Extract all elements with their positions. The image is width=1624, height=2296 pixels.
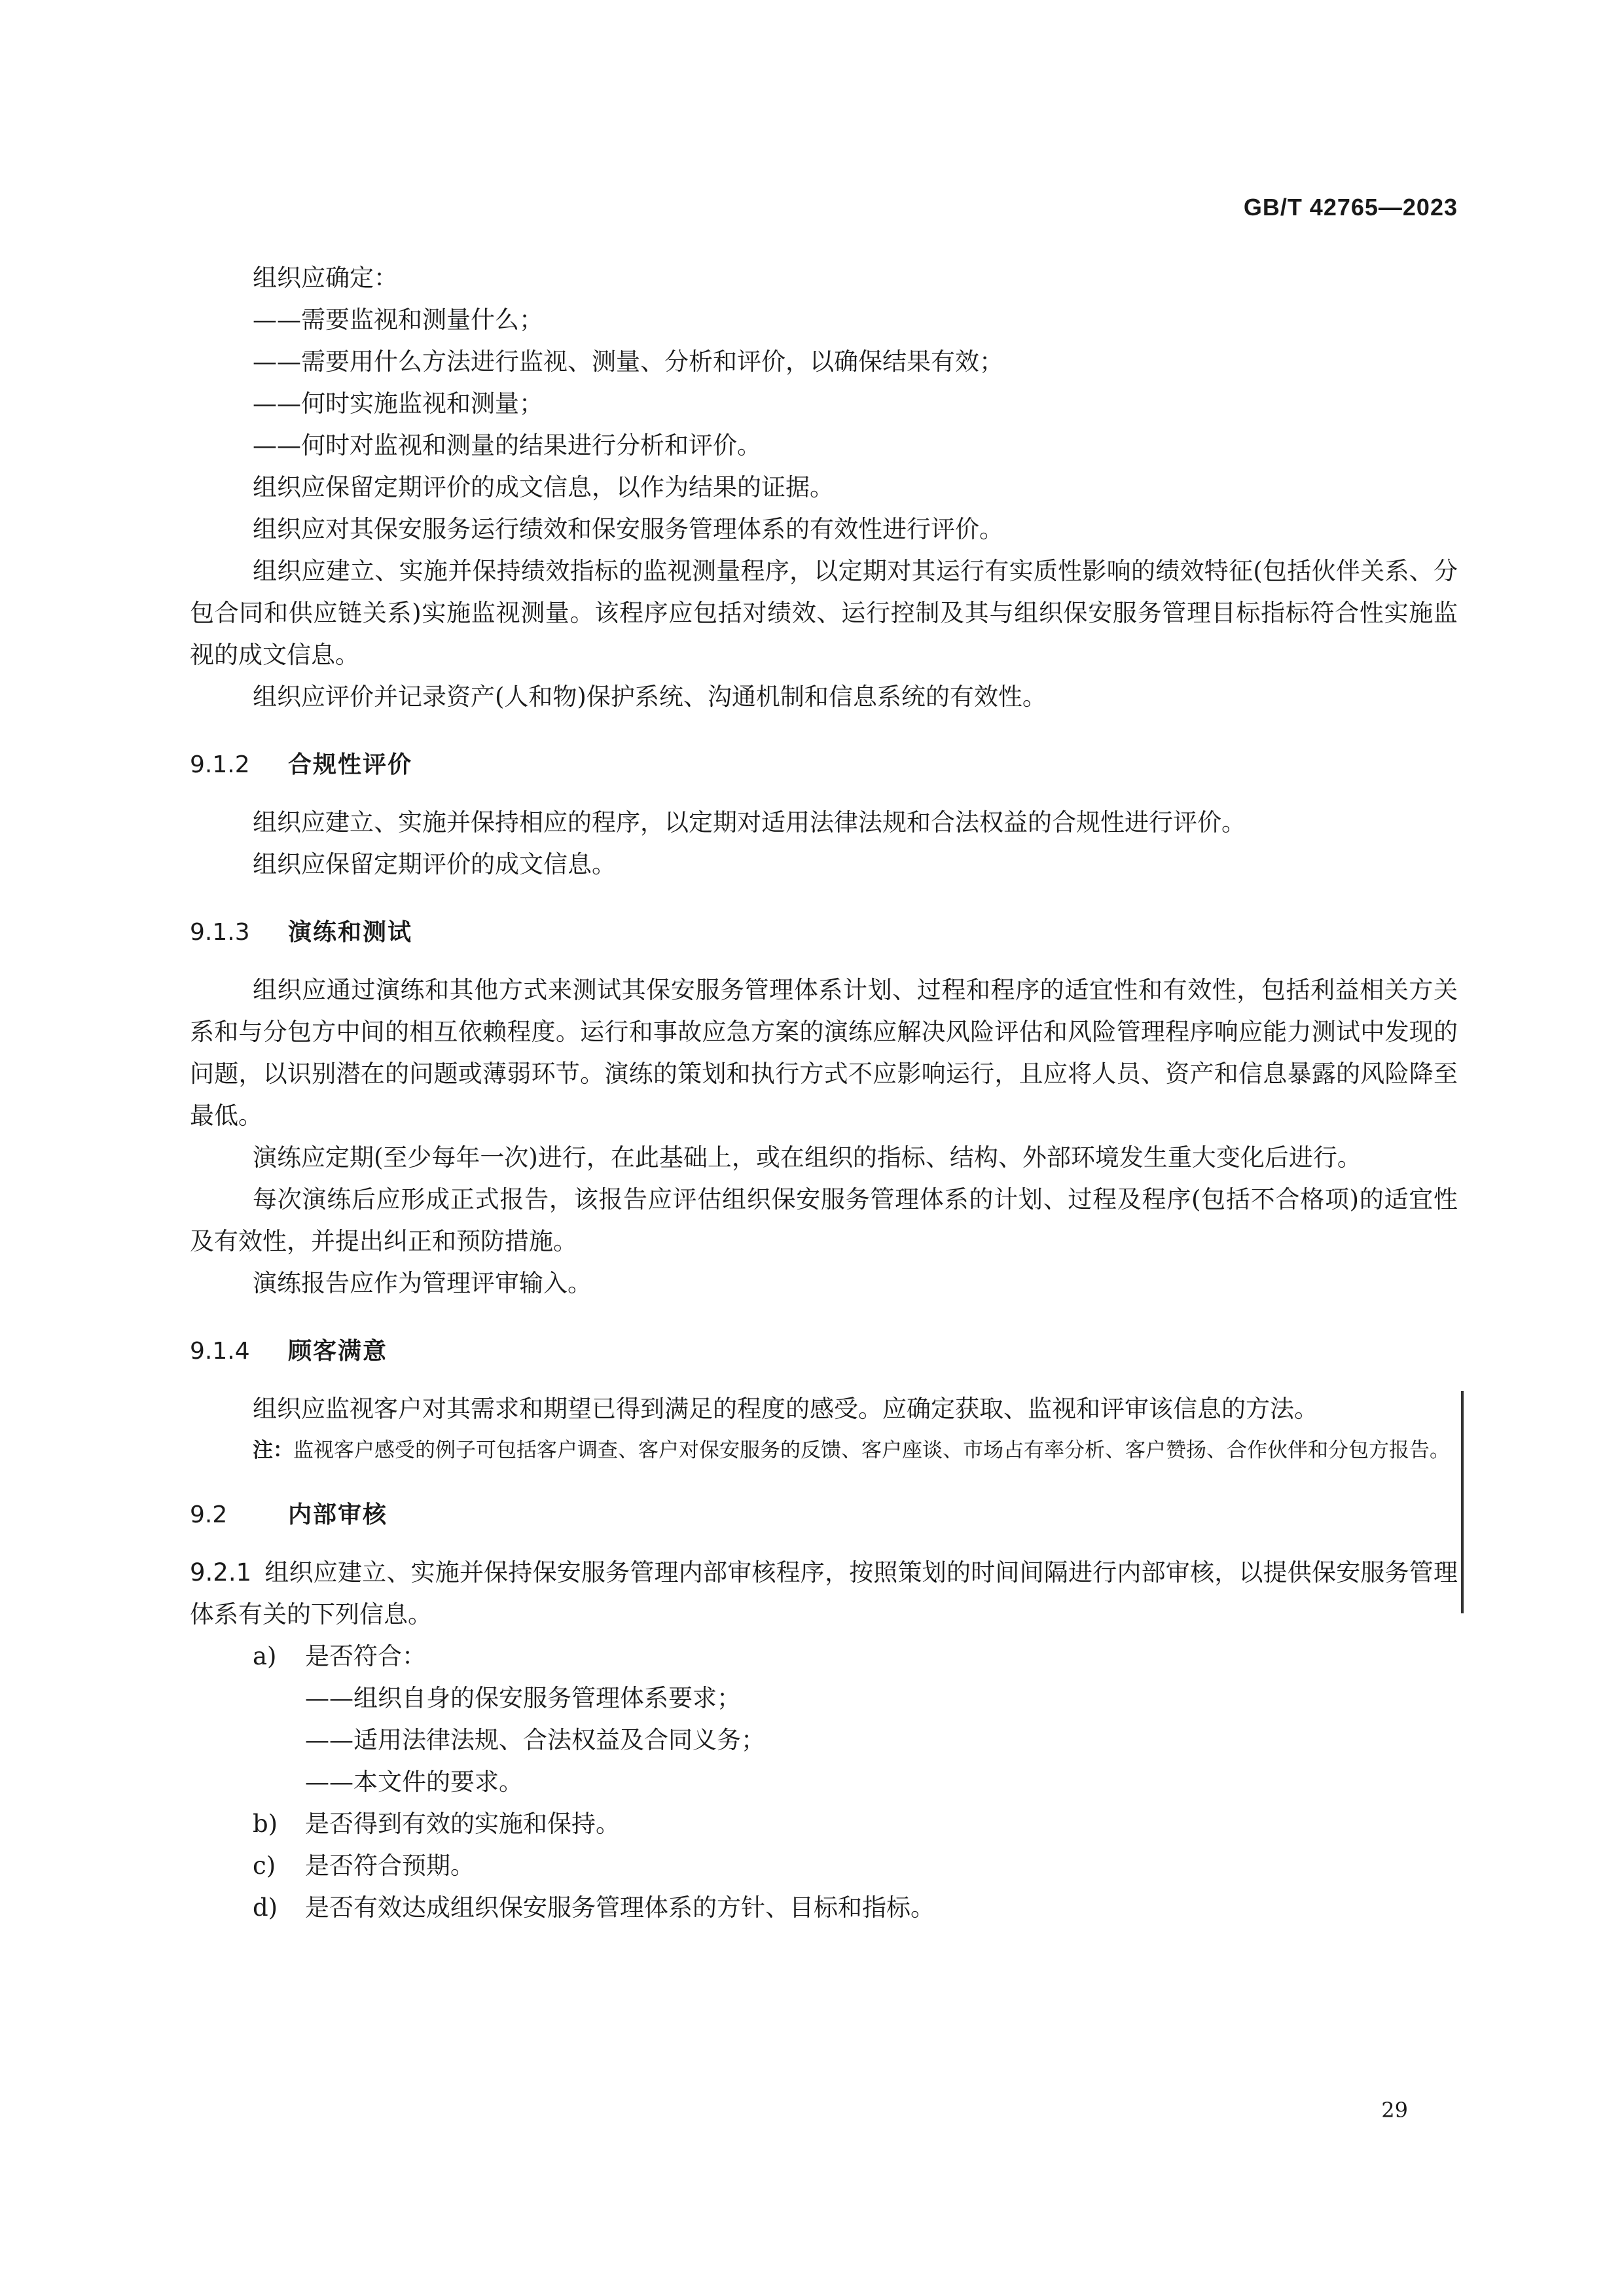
intro-para-2: 组织应对其保安服务运行绩效和保安服务管理体系的有效性进行评价。 (253, 515, 1003, 543)
section-heading-9-1-3 (190, 913, 1458, 952)
section-title: 顾客满意 (288, 1338, 388, 1365)
s913-para-2: 演练应定期(至少每年一次)进行，在此基础上，或在组织的指标、结构、外部环境发生重大变化后进行。 (253, 1143, 1362, 1172)
s913-para-4: 演练报告应作为管理评审输入。 (253, 1269, 592, 1297)
document-id: GB/T 42765—2023 (1243, 194, 1458, 221)
note (253, 1433, 1458, 1468)
list-item-a (190, 1636, 1458, 1677)
s913-para-3: 每次演练后应形成正式报告，该报告应评估组织保安服务管理体系的计划、过程及程序(包括不合格项)的适宜性及有效性，并提出纠正和预防措施。 (190, 1185, 1458, 1255)
section-number: 9.1.2 (190, 751, 250, 778)
list-item-text: 是否有效达成组织保安服务管理体系的方针、目标和指标。 (305, 1893, 935, 1922)
list-item-label: b) (253, 1810, 278, 1838)
revision-change-bar (1461, 1391, 1464, 1613)
s913-para-1: 组织应通过演练和其他方式来测试其保安服务管理体系计划、过程和程序的适宜性和有效性，包括利益相关方关系和与分包方中间的相互依赖程度。运行和事故应急方案的演练应解决风险评估和风险管理程序响应能力测试中发现的问题，以识别潜在的问题或薄弱环节。演练的策划和执行方式不应影响运行，且应将人员、资产和信息暴露的风险降至最低。 (190, 976, 1458, 1130)
note-label: 注： (253, 1439, 293, 1462)
section-number: 9.1.4 (190, 1338, 250, 1365)
clause-number: 9.2.1 (190, 1558, 252, 1587)
intro-dash-1: ——需要监视和测量什么； (253, 306, 543, 334)
section-number: 9.1.3 (190, 919, 250, 946)
sub-dash-1: ——组织自身的保安服务管理体系要求； (305, 1684, 741, 1712)
note-text: 监视客户感受的例子可包括客户调查、客户对保安服务的反馈、客户座谈、市场占有率分析、客户赞扬、合作伙伴和分包方报告。 (293, 1439, 1450, 1462)
section-title: 演练和测试 (288, 919, 413, 946)
list-item-b (190, 1803, 1458, 1845)
intro-dash-2: ——需要用什么方法进行监视、测量、分析和评价，以确保结果有效； (253, 348, 1003, 376)
clause-9-2-1 (190, 1552, 1458, 1636)
list-item-label: c) (253, 1852, 276, 1880)
s912-para-2: 组织应保留定期评价的成文信息。 (253, 850, 616, 878)
intro-para-4: 组织应评价并记录资产(人和物)保护系统、沟通机制和信息系统的有效性。 (253, 683, 1047, 711)
section-title: 合规性评价 (288, 751, 413, 778)
s914-para: 组织应监视客户对其需求和期望已得到满足的程度的感受。应确定获取、监视和评审该信息的方法。 (253, 1395, 1318, 1423)
clause-text: 组织应建立、实施并保持保安服务管理内部审核程序，按照策划的时间间隔进行内部审核，以提供保安服务管理体系有关的下列信息。 (190, 1558, 1458, 1628)
list-item-d (190, 1887, 1458, 1929)
list-item-text: 是否符合预期。 (305, 1852, 475, 1880)
list-item-text: 是否符合： (305, 1642, 426, 1670)
list-item-label: a) (253, 1642, 277, 1670)
intro-lead: 组织应确定： (253, 264, 398, 292)
intro-para-3: 组织应建立、实施并保持绩效指标的监视测量程序，以定期对其运行有实质性影响的绩效特征(包括伙伴关系、分包合同和供应链关系)实施监视测量。该程序应包括对绩效、运行控制及其与组织保安服务管理目标指标符合性实施监视的成文信息。 (190, 557, 1458, 669)
sub-dash-2: ——适用法律法规、合法权益及合同义务； (305, 1726, 765, 1754)
section-number: 9.2 (190, 1501, 228, 1528)
list-item-label: d) (253, 1893, 278, 1922)
s912-para-1: 组织应建立、实施并保持相应的程序，以定期对适用法律法规和合法权益的合规性进行评价。 (253, 808, 1246, 836)
intro-dash-3: ——何时实施监视和测量； (253, 389, 543, 418)
sub-dash-3: ——本文件的要求。 (305, 1768, 523, 1796)
section-heading-9-1-4 (190, 1332, 1458, 1371)
intro-dash-4: ——何时对监视和测量的结果进行分析和评价。 (253, 431, 761, 459)
page-number: 29 (1381, 2098, 1408, 2123)
list-item-text: 是否得到有效的实施和保持。 (305, 1810, 620, 1838)
list-item-c (190, 1845, 1458, 1887)
section-title: 内部审核 (288, 1501, 388, 1528)
intro-para-1: 组织应保留定期评价的成文信息，以作为结果的证据。 (253, 473, 834, 501)
section-heading-9-1-2 (190, 745, 1458, 785)
page-content (190, 257, 1458, 1929)
section-heading-9-2 (190, 1496, 1458, 1535)
